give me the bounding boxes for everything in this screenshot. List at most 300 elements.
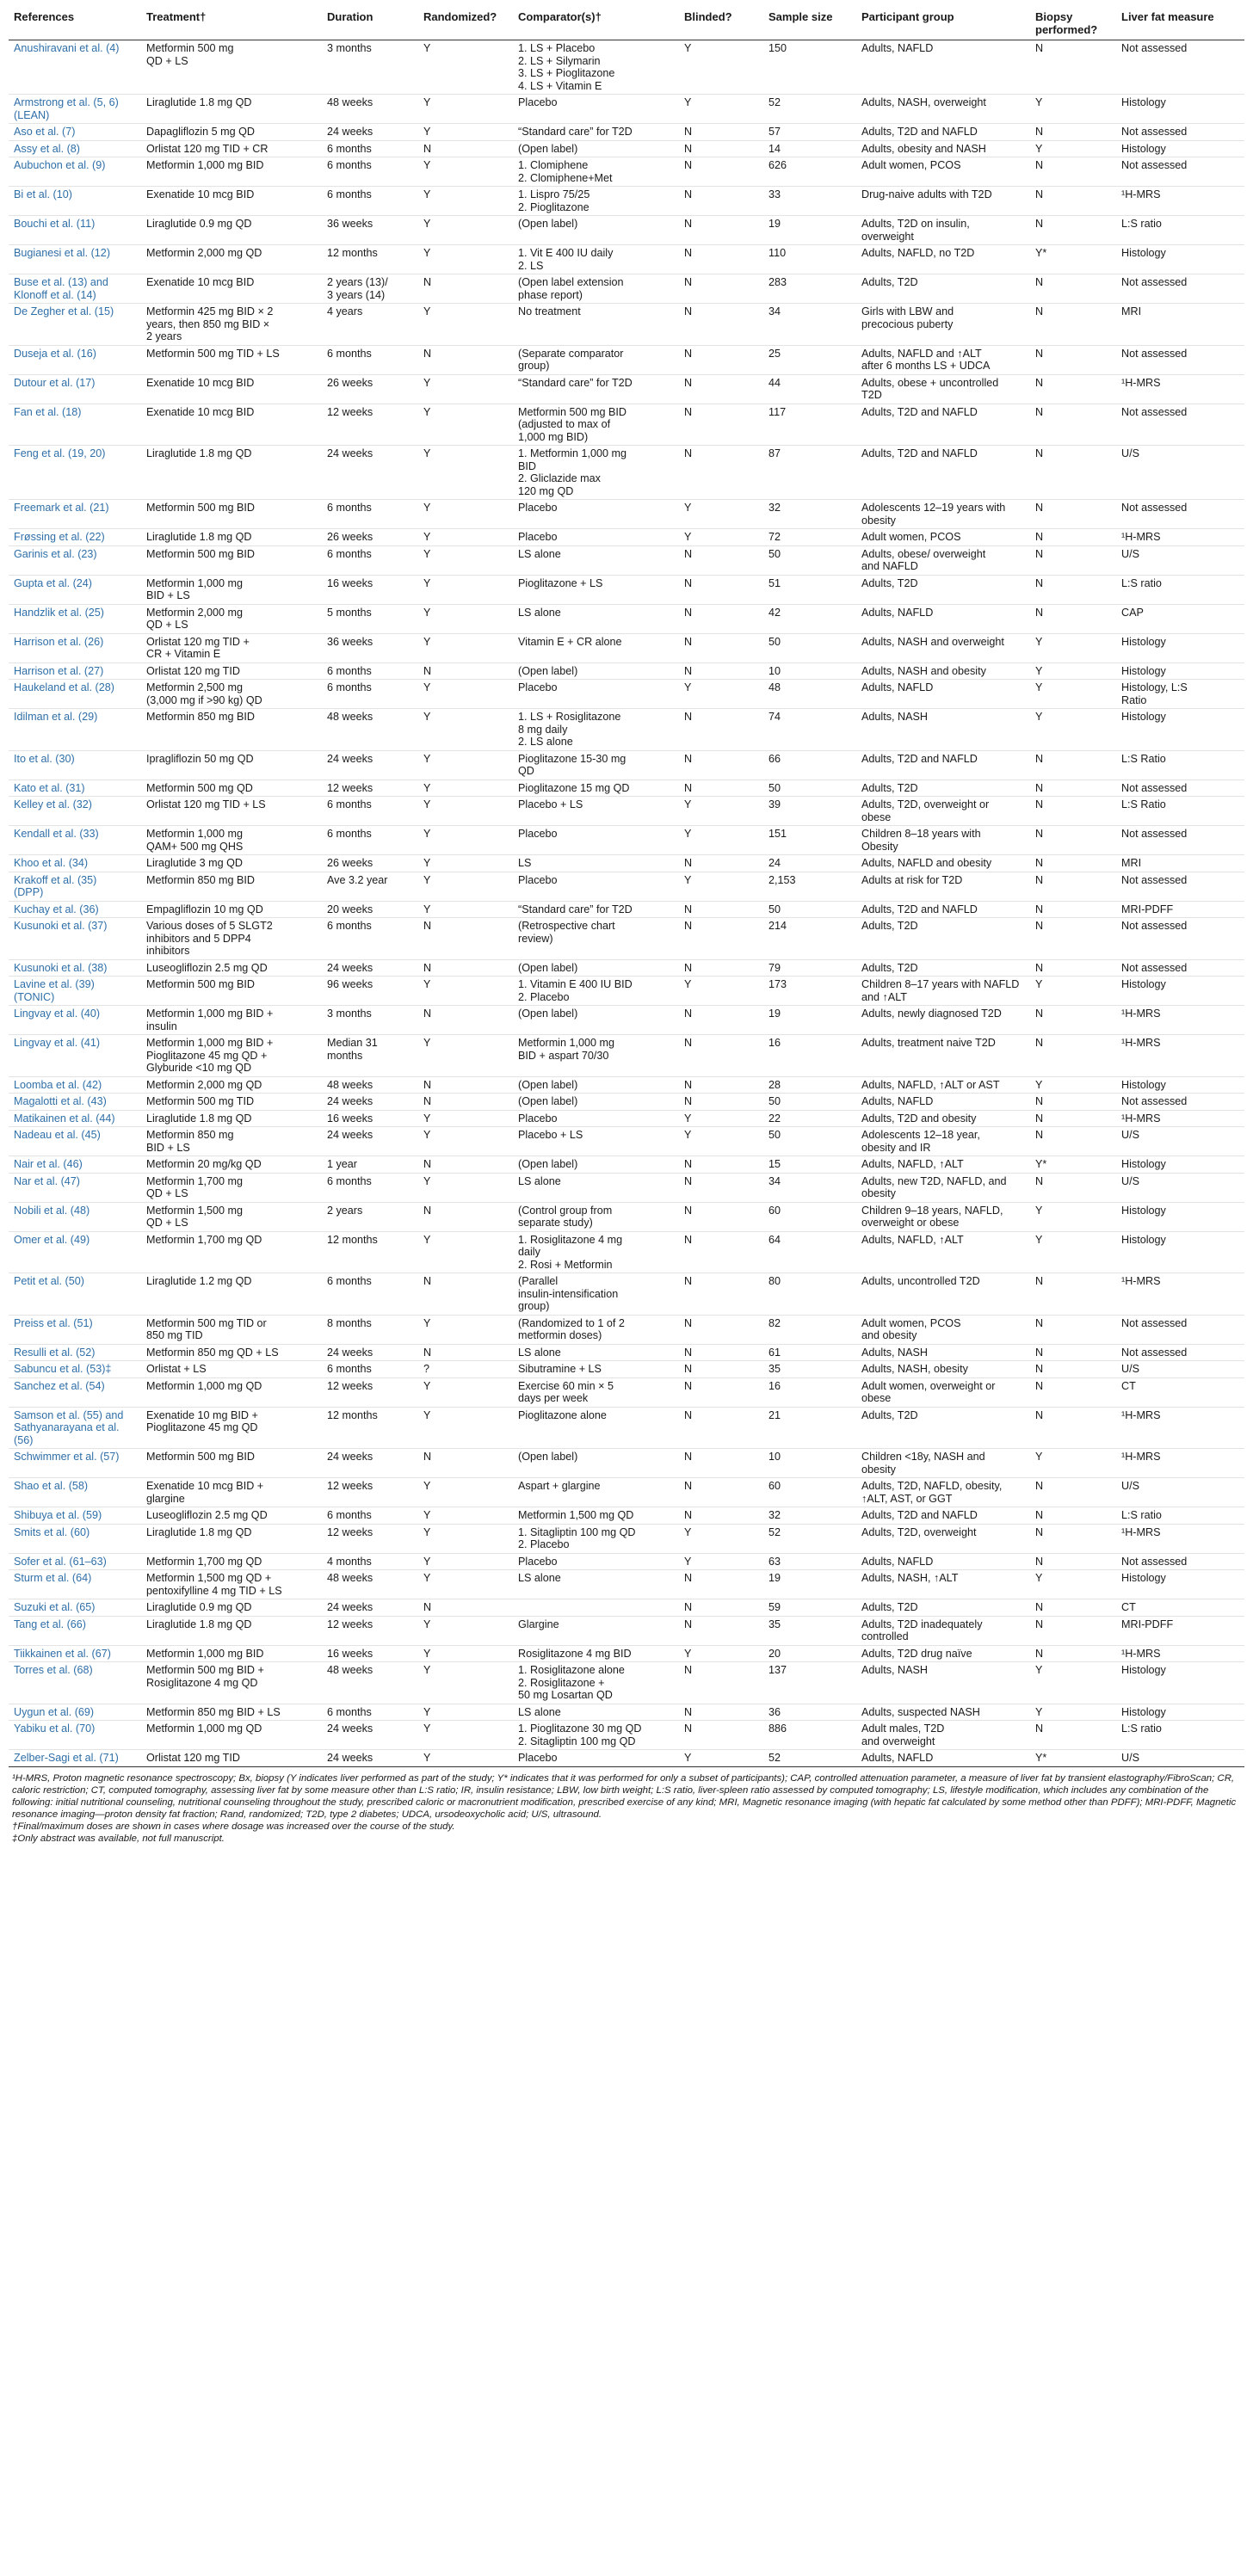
cell-treatment: Metformin 850 mg BID + LS <box>141 1704 322 1721</box>
cell-sample-size: 72 <box>763 529 856 546</box>
cell-duration: 12 weeks <box>322 1524 418 1553</box>
cell-treatment: Metformin 1,700 mg QD <box>141 1553 322 1570</box>
cell-participant-group: Adults, NASH, overweight <box>856 95 1030 124</box>
cell-liver-fat: Histology <box>1116 1231 1244 1273</box>
cell-biopsy: Y* <box>1030 245 1116 274</box>
cell-sample-size: 50 <box>763 545 856 575</box>
cell-reference: Gupta et al. (24) <box>9 575 141 604</box>
table-row <box>9 1721 1244 1750</box>
cell-reference: Sturm et al. (64) <box>9 1570 141 1599</box>
cell-duration: 24 weeks <box>322 446 418 500</box>
cell-treatment: Metformin 1,700 mg QD + LS <box>141 1173 322 1202</box>
cell-liver-fat: Not assessed <box>1116 274 1244 304</box>
cell-participant-group: Adults, T2D and NAFLD <box>856 750 1030 780</box>
cell-reference: Sanchez et al. (54) <box>9 1377 141 1407</box>
cell-randomized: Y <box>423 42 431 54</box>
cell-randomized: N <box>418 1076 513 1094</box>
cell-comparator: Placebo <box>513 500 679 529</box>
cell-blinded: Y <box>684 42 692 54</box>
header-participant-group: Participant group <box>856 9 1030 40</box>
cell-comparator: 1. Lispro 75/25 2. Pioglitazone <box>513 187 679 216</box>
cell-biopsy: N <box>1030 1110 1116 1127</box>
cell-randomized: Y <box>418 797 513 826</box>
cell-participant-group: Adults, T2D <box>856 959 1030 977</box>
cell-treatment: Metformin 500 mg QD <box>141 780 322 797</box>
cell-blinded: N <box>679 1006 763 1035</box>
cell-comparator: LS alone <box>513 1570 679 1599</box>
cell-liver-fat: U/S <box>1116 1127 1244 1156</box>
cell-sample-size: 19 <box>763 1570 856 1599</box>
cell-sample-size: 80 <box>763 1273 856 1316</box>
cell-duration: 6 months <box>322 345 418 374</box>
cell-sample-size: 32 <box>763 500 856 529</box>
cell-comparator: 1. Sitagliptin 100 mg QD 2. Placebo <box>513 1524 679 1553</box>
cell-participant-group: Adults, treatment naive T2D <box>856 1035 1030 1077</box>
cell-reference: Khoo et al. (34) <box>9 855 141 872</box>
cell-duration: 48 weeks <box>322 1662 418 1704</box>
cell-duration: Median 31 months <box>322 1035 418 1077</box>
cell-liver-fat: Histology <box>1116 1704 1244 1721</box>
table-row <box>9 1407 1244 1449</box>
table-row <box>9 1704 1244 1721</box>
cell-treatment: Exenatide 10 mcg BID <box>141 374 322 404</box>
cell-sample-size: 16 <box>763 1035 856 1077</box>
cell-blinded: N <box>679 1721 763 1750</box>
cell-participant-group: Adult women, PCOS <box>856 157 1030 187</box>
cell-participant-group: Adults, NAFLD, ↑ALT or AST <box>856 1076 1030 1094</box>
cell-randomized: Y <box>418 826 513 855</box>
cell-treatment: Metformin 500 mg QD + LS <box>146 42 234 67</box>
cell-treatment: Metformin 1,000 mg BID <box>141 1645 322 1662</box>
cell-treatment: Liraglutide 0.9 mg QD <box>141 216 322 245</box>
cell-randomized: Y <box>418 1231 513 1273</box>
cell-blinded: N <box>679 918 763 960</box>
cell-sample-size: 886 <box>763 1721 856 1750</box>
cell-participant-group: Adults, uncontrolled T2D <box>856 1273 1030 1316</box>
cell-duration: 26 weeks <box>322 529 418 546</box>
cell-blinded: Y <box>679 826 763 855</box>
cell-sample-size: 60 <box>763 1478 856 1507</box>
cell-blinded: N <box>679 274 763 304</box>
cell-blinded: N <box>679 216 763 245</box>
cell-blinded: N <box>679 1361 763 1378</box>
cell-duration: 24 weeks <box>322 124 418 141</box>
cell-duration: 5 months <box>322 604 418 633</box>
cell-randomized: Y <box>418 95 513 124</box>
table-row <box>9 1202 1244 1231</box>
cell-participant-group: Adults, NAFLD <box>856 604 1030 633</box>
cell-sample-size: 79 <box>763 959 856 977</box>
cell-biopsy: N <box>1030 750 1116 780</box>
cell-participant-group: Adults, T2D drug naïve <box>856 1645 1030 1662</box>
cell-liver-fat: L:S Ratio <box>1116 750 1244 780</box>
cell-blinded: Y <box>679 1553 763 1570</box>
cell-comparator: Pioglitazone 15 mg QD <box>513 780 679 797</box>
cell-treatment: Metformin 20 mg/kg QD <box>141 1156 322 1174</box>
cell-sample-size: 28 <box>763 1076 856 1094</box>
cell-liver-fat: Not assessed <box>1116 404 1244 446</box>
header-treatment: Treatment† <box>141 9 322 40</box>
cell-reference: Kendall et al. (33) <box>9 826 141 855</box>
cell-treatment: Dapagliflozin 5 mg QD <box>141 124 322 141</box>
cell-randomized: Y <box>418 404 513 446</box>
cell-comparator: Metformin 1,000 mg BID + aspart 70/30 <box>513 1035 679 1077</box>
cell-biopsy: N <box>1030 1524 1116 1553</box>
header-biopsy: Biopsy performed? <box>1030 9 1116 40</box>
cell-participant-group: Children 8–17 years with NAFLD and ↑ALT <box>856 977 1030 1006</box>
cell-treatment: Metformin 500 mg TID or 850 mg TID <box>141 1315 322 1344</box>
cell-treatment: Liraglutide 0.9 mg QD <box>141 1599 322 1617</box>
cell-randomized: Y <box>418 374 513 404</box>
cell-blinded: N <box>679 345 763 374</box>
cell-treatment: Ipragliflozin 50 mg QD <box>141 750 322 780</box>
cell-duration: 6 months <box>322 1704 418 1721</box>
cell-sample-size: 34 <box>763 1173 856 1202</box>
cell-randomized: N <box>418 1094 513 1111</box>
cell-blinded: N <box>679 1094 763 1111</box>
table-row <box>9 1507 1244 1525</box>
cell-blinded: N <box>679 1173 763 1202</box>
cell-biopsy: N <box>1030 1173 1116 1202</box>
cell-reference: Kusunoki et al. (38) <box>9 959 141 977</box>
cell-blinded: Y <box>679 977 763 1006</box>
cell-liver-fat: CT <box>1116 1599 1244 1617</box>
cell-liver-fat: Not assessed <box>1116 124 1244 141</box>
cell-participant-group: Adults, NASH <box>856 1344 1030 1361</box>
cell-reference: Haukeland et al. (28) <box>9 680 141 709</box>
cell-biopsy: Y <box>1030 1231 1116 1273</box>
cell-treatment: Exenatide 10 mcg BID <box>141 187 322 216</box>
cell-duration: 24 weeks <box>322 959 418 977</box>
cell-liver-fat: Not assessed <box>1116 1094 1244 1111</box>
cell-treatment: Metformin 500 mg BID <box>141 977 322 1006</box>
cell-participant-group: Adults, T2D <box>856 918 1030 960</box>
cell-comparator: Metformin 1,500 mg QD <box>513 1507 679 1525</box>
table-row <box>9 780 1244 797</box>
cell-biopsy: N <box>1030 1478 1116 1507</box>
cell-treatment: Metformin 2,500 mg (3,000 mg if >90 kg) QD <box>141 680 322 709</box>
cell-liver-fat: Histology <box>1116 633 1244 662</box>
cell-randomized: Y <box>418 977 513 1006</box>
table-row <box>9 274 1244 304</box>
cell-sample-size: 173 <box>763 977 856 1006</box>
cell-sample-size: 50 <box>763 1127 856 1156</box>
cell-duration: 24 weeks <box>322 1750 418 1767</box>
table-row <box>9 872 1244 901</box>
cell-comparator: 1. Rosiglitazone 4 mg daily 2. Rosi + Metformin <box>513 1231 679 1273</box>
cell-sample-size: 117 <box>763 404 856 446</box>
cell-liver-fat: Not assessed <box>1116 959 1244 977</box>
cell-participant-group: Adults, T2D <box>856 1407 1030 1449</box>
cell-participant-group: Adult males, T2D and overweight <box>856 1721 1030 1750</box>
cell-treatment: Empagliflozin 10 mg QD <box>141 901 322 918</box>
cell-comparator: Exercise 60 min × 5 days per week <box>513 1377 679 1407</box>
cell-sample-size: 214 <box>763 918 856 960</box>
cell-biopsy: N <box>1030 1127 1116 1156</box>
cell-randomized: Y <box>418 1478 513 1507</box>
cell-blinded: N <box>679 1616 763 1645</box>
cell-comparator: (Open label extension phase report) <box>513 274 679 304</box>
cell-liver-fat: Not assessed <box>1116 1315 1244 1344</box>
cell-biopsy: N <box>1035 42 1044 54</box>
cell-biopsy: N <box>1030 780 1116 797</box>
cell-blinded: N <box>679 404 763 446</box>
table-row <box>9 345 1244 374</box>
cell-blinded: N <box>679 187 763 216</box>
cell-sample-size: 39 <box>763 797 856 826</box>
cell-sample-size: 52 <box>763 1524 856 1553</box>
cell-liver-fat: ¹H-MRS <box>1116 529 1244 546</box>
cell-duration: 24 weeks <box>322 750 418 780</box>
cell-treatment: Metformin 1,500 mg QD + pentoxifylline 4 mg TID + LS <box>141 1570 322 1599</box>
cell-comparator: (Open label) <box>513 1156 679 1174</box>
cell-reference: Kuchay et al. (36) <box>9 901 141 918</box>
cell-blinded: N <box>679 1231 763 1273</box>
table-row <box>9 1231 1244 1273</box>
cell-duration: 6 months <box>322 918 418 960</box>
table-row <box>9 1377 1244 1407</box>
cell-liver-fat: Not assessed <box>1116 500 1244 529</box>
cell-treatment: Orlistat 120 mg TID + CR <box>141 140 322 157</box>
cell-blinded: N <box>679 1407 763 1449</box>
cell-blinded: N <box>679 124 763 141</box>
cell-blinded: N <box>679 304 763 346</box>
cell-comparator: (Randomized to 1 of 2 metformin doses) <box>513 1315 679 1344</box>
cell-treatment: Orlistat 120 mg TID + CR + Vitamin E <box>141 633 322 662</box>
cell-duration: 12 weeks <box>322 1616 418 1645</box>
cell-randomized: N <box>418 140 513 157</box>
cell-liver-fat: Not assessed <box>1116 345 1244 374</box>
cell-participant-group: Adults, NASH, obesity <box>856 1361 1030 1378</box>
cell-treatment: Metformin 500 mg TID <box>141 1094 322 1111</box>
cell-blinded: N <box>679 662 763 680</box>
cell-comparator: LS alone <box>513 545 679 575</box>
cell-comparator: Pioglitazone 15-30 mg QD <box>513 750 679 780</box>
header-blinded: Blinded? <box>679 9 763 40</box>
cell-biopsy: Y <box>1030 1570 1116 1599</box>
cell-liver-fat: ¹H-MRS <box>1116 1006 1244 1035</box>
cell-randomized: Y <box>418 1750 513 1767</box>
cell-biopsy: N <box>1030 872 1116 901</box>
cell-reference: Shibuya et al. (59) <box>9 1507 141 1525</box>
cell-liver-fat: Histology <box>1116 245 1244 274</box>
cell-liver-fat: CAP <box>1116 604 1244 633</box>
cell-duration: Ave 3.2 year <box>322 872 418 901</box>
cell-reference: Aso et al. (7) <box>9 124 141 141</box>
table-row <box>9 304 1244 346</box>
cell-sample-size: 10 <box>763 1449 856 1478</box>
cell-randomized: Y <box>418 500 513 529</box>
cell-blinded: N <box>679 855 763 872</box>
cell-participant-group: Adults, NASH <box>856 709 1030 751</box>
header-comparators: Comparator(s)† <box>513 9 679 40</box>
cell-participant-group: Adults, NASH <box>856 1662 1030 1704</box>
cell-reference: Preiss et al. (51) <box>9 1315 141 1344</box>
cell-participant-group: Adults, obese/ overweight and NAFLD <box>856 545 1030 575</box>
cell-reference: Omer et al. (49) <box>9 1231 141 1273</box>
cell-randomized: Y <box>418 855 513 872</box>
cell-duration: 6 months <box>322 1273 418 1316</box>
cell-sample-size: 63 <box>763 1553 856 1570</box>
cell-randomized: Y <box>418 529 513 546</box>
cell-duration: 6 months <box>322 1507 418 1525</box>
cell-participant-group: Adults, T2D <box>856 1599 1030 1617</box>
cell-duration: 2 years <box>322 1202 418 1231</box>
cell-participant-group: Adults, T2D and NAFLD <box>856 1507 1030 1525</box>
cell-sample-size: 25 <box>763 345 856 374</box>
cell-biopsy: Y <box>1030 1704 1116 1721</box>
cell-liver-fat: Histology <box>1116 140 1244 157</box>
cell-participant-group: Children 8–18 years with Obesity <box>856 826 1030 855</box>
table-row <box>9 977 1244 1006</box>
cell-treatment: Exenatide 10 mcg BID <box>141 274 322 304</box>
cell-sample-size: 35 <box>763 1361 856 1378</box>
header-liver-fat: Liver fat measure <box>1116 9 1244 40</box>
table-row <box>9 1035 1244 1077</box>
table-row <box>9 404 1244 446</box>
cell-biopsy: N <box>1030 1094 1116 1111</box>
cell-sample-size: 74 <box>763 709 856 751</box>
table-row <box>9 124 1244 141</box>
cell-reference: Ito et al. (30) <box>9 750 141 780</box>
cell-sample-size: 24 <box>763 855 856 872</box>
cell-blinded: Y <box>679 797 763 826</box>
cell-duration: 6 months <box>322 157 418 187</box>
cell-reference: De Zegher et al. (15) <box>9 304 141 346</box>
cell-treatment: Metformin 850 mg BID <box>141 872 322 901</box>
cell-liver-fat: L:S ratio <box>1116 1721 1244 1750</box>
cell-randomized: Y <box>418 1704 513 1721</box>
cell-sample-size: 15 <box>763 1156 856 1174</box>
cell-biopsy: N <box>1030 1006 1116 1035</box>
cell-treatment: Luseogliflozin 2.5 mg QD <box>141 959 322 977</box>
cell-duration: 4 months <box>322 1553 418 1570</box>
cell-participant-group: Adults, NASH and overweight <box>856 633 1030 662</box>
table-row <box>9 1599 1244 1617</box>
cell-duration: 4 years <box>322 304 418 346</box>
cell-liver-fat: Histology <box>1116 662 1244 680</box>
cell-treatment: Metformin 1,500 mg QD + LS <box>141 1202 322 1231</box>
cell-comparator: (Open label) <box>513 140 679 157</box>
cell-participant-group: Adults, T2D <box>856 575 1030 604</box>
cell-comparator: (Retrospective chart review) <box>513 918 679 960</box>
cell-sample-size: 150 <box>768 42 787 54</box>
cell-duration: 6 months <box>322 500 418 529</box>
cell-comparator: Placebo + LS <box>513 1127 679 1156</box>
cell-randomized: N <box>418 1344 513 1361</box>
cell-participant-group: Adults, NAFLD, ↑ALT <box>856 1156 1030 1174</box>
cell-treatment: Liraglutide 1.8 mg QD <box>141 446 322 500</box>
cell-reference: Fan et al. (18) <box>9 404 141 446</box>
cell-reference: Matikainen et al. (44) <box>9 1110 141 1127</box>
cell-reference: Feng et al. (19, 20) <box>9 446 141 500</box>
cell-comparator: (Separate comparator group) <box>513 345 679 374</box>
cell-randomized: Y <box>418 1173 513 1202</box>
cell-reference: Buse et al. (13) and Klonoff et al. (14) <box>9 274 141 304</box>
cell-participant-group: Adults, NAFLD <box>856 1750 1030 1767</box>
cell-comparator: (Parallel insulin-intensification group) <box>513 1273 679 1316</box>
cell-biopsy: N <box>1030 604 1116 633</box>
cell-randomized: N <box>418 1156 513 1174</box>
cell-comparator <box>513 1599 679 1617</box>
footnote-abstract-only: ‡Only abstract was available, not full manuscript. <box>12 1833 225 1844</box>
cell-comparator: LS alone <box>513 1173 679 1202</box>
cell-sample-size: 87 <box>763 446 856 500</box>
cell-comparator: Placebo <box>513 680 679 709</box>
cell-treatment: Exenatide 10 mcg BID <box>141 404 322 446</box>
cell-duration: 48 weeks <box>322 1076 418 1094</box>
cell-comparator: (Open label) <box>513 662 679 680</box>
table-row <box>9 1094 1244 1111</box>
cell-biopsy: N <box>1030 374 1116 404</box>
cell-liver-fat: U/S <box>1116 1173 1244 1202</box>
cell-liver-fat: Histology <box>1116 1156 1244 1174</box>
cell-comparator: “Standard care” for T2D <box>513 124 679 141</box>
table-row <box>9 1344 1244 1361</box>
cell-sample-size: 151 <box>763 826 856 855</box>
cell-comparator: Placebo <box>513 1110 679 1127</box>
cell-reference: Nadeau et al. (45) <box>9 1127 141 1156</box>
cell-randomized: N <box>418 918 513 960</box>
cell-reference: Harrison et al. (27) <box>9 662 141 680</box>
cell-duration: 12 weeks <box>322 1377 418 1407</box>
cell-participant-group: Adults, T2D and NAFLD <box>856 124 1030 141</box>
cell-liver-fat: Histology <box>1116 95 1244 124</box>
cell-sample-size: 21 <box>763 1407 856 1449</box>
table-row <box>9 1173 1244 1202</box>
cell-treatment: Metformin 1,000 mg QD <box>141 1721 322 1750</box>
table-row <box>9 918 1244 960</box>
cell-comparator: 1. Metformin 1,000 mg BID 2. Gliclazide max 120 mg QD <box>513 446 679 500</box>
table-row <box>9 1524 1244 1553</box>
cell-liver-fat: U/S <box>1116 1750 1244 1767</box>
table-row <box>9 750 1244 780</box>
cell-sample-size: 52 <box>763 1750 856 1767</box>
cell-treatment: Metformin 1,000 mg BID + LS <box>141 575 322 604</box>
cell-blinded: Y <box>679 1110 763 1127</box>
cell-randomized: Y <box>418 872 513 901</box>
cell-reference: Loomba et al. (42) <box>9 1076 141 1094</box>
cell-participant-group: Adults, newly diagnosed T2D <box>856 1006 1030 1035</box>
cell-reference: Nobili et al. (48) <box>9 1202 141 1231</box>
cell-duration: 6 months <box>322 826 418 855</box>
table-row <box>9 959 1244 977</box>
cell-randomized: Y <box>418 1570 513 1599</box>
cell-participant-group: Adults, T2D, overweight <box>856 1524 1030 1553</box>
cell-biopsy: Y* <box>1030 1156 1116 1174</box>
cell-participant-group: Adults, T2D, overweight or obese <box>856 797 1030 826</box>
cell-liver-fat: ¹H-MRS <box>1116 1273 1244 1316</box>
cell-sample-size: 14 <box>763 140 856 157</box>
cell-biopsy: N <box>1030 1616 1116 1645</box>
cell-biopsy: N <box>1030 545 1116 575</box>
cell-treatment: Metformin 850 mg BID + LS <box>141 1127 322 1156</box>
cell-randomized: N <box>418 1006 513 1035</box>
cell-blinded: N <box>679 604 763 633</box>
cell-duration: 16 weeks <box>322 575 418 604</box>
cell-randomized: Y <box>418 901 513 918</box>
cell-participant-group: Adults, NAFLD <box>861 42 934 54</box>
cell-participant-group: Adults, T2D <box>856 780 1030 797</box>
cell-comparator: Placebo <box>513 529 679 546</box>
cell-sample-size: 283 <box>763 274 856 304</box>
cell-participant-group: Adults, NAFLD, no T2D <box>856 245 1030 274</box>
cell-treatment: Liraglutide 1.8 mg QD <box>141 1110 322 1127</box>
cell-liver-fat: Not assessed <box>1116 1553 1244 1570</box>
cell-biopsy: N <box>1030 157 1116 187</box>
cell-treatment: Liraglutide 1.8 mg QD <box>141 95 322 124</box>
cell-biopsy: N <box>1030 1344 1116 1361</box>
